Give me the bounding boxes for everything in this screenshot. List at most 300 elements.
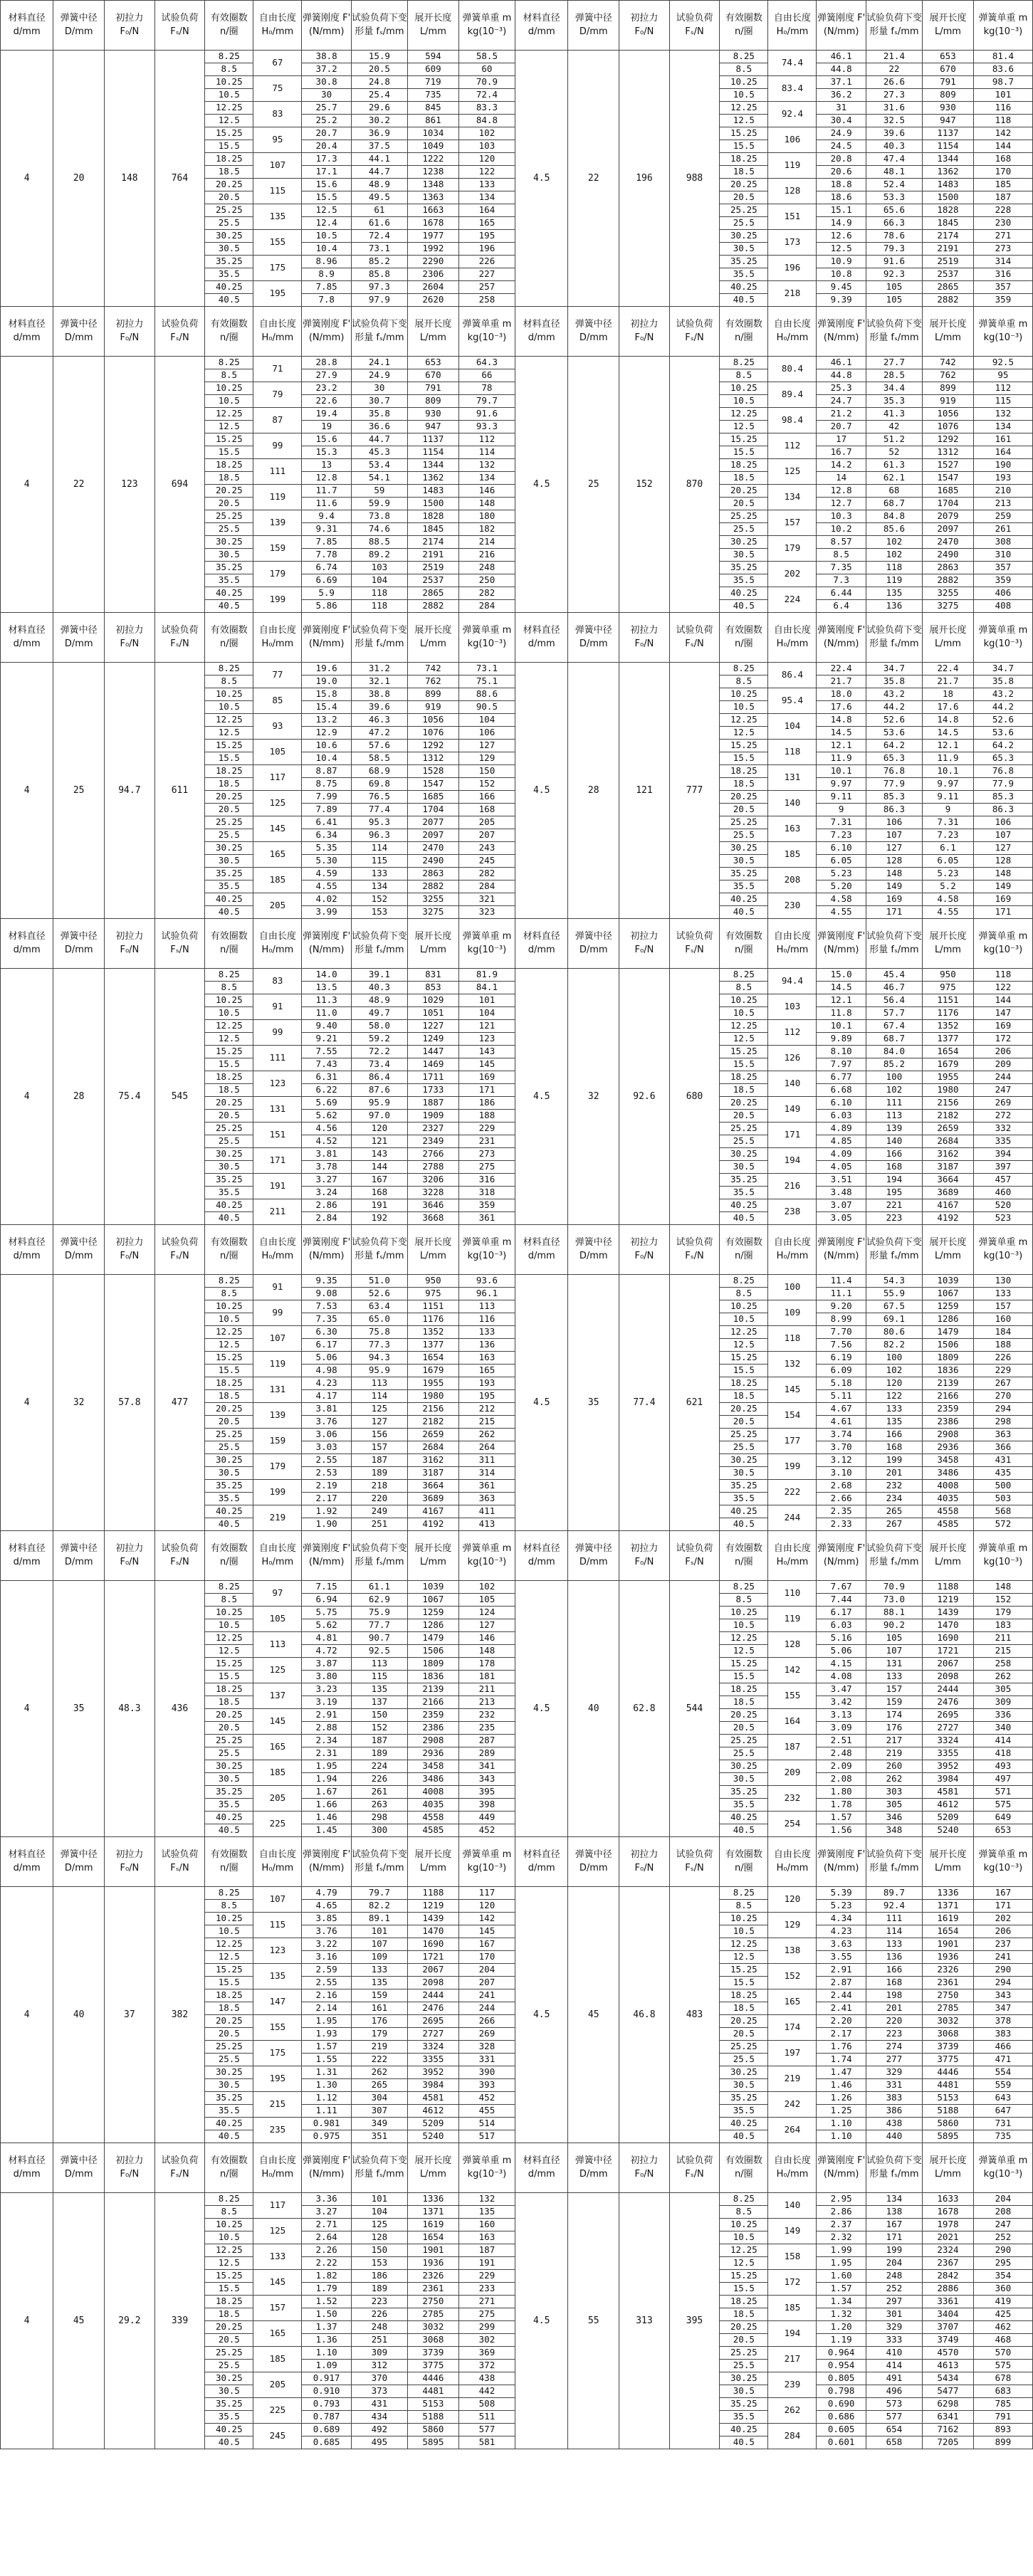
test-deflection: 125: [351, 2219, 407, 2231]
developed-length: 3458: [923, 1454, 974, 1467]
test-deflection: 118: [866, 562, 922, 574]
test-deflection: 82.2: [351, 1900, 407, 1913]
test-deflection: 133: [866, 1403, 922, 1416]
spring-rate: 4.52: [302, 1135, 351, 1148]
spring-rate: 3.76: [302, 1925, 351, 1938]
test-deflection: 186: [351, 2270, 407, 2283]
spring-rate: 1.94: [302, 1773, 351, 1786]
spring-weight: 101: [973, 89, 1032, 102]
spring-rate: 24.9: [817, 127, 866, 140]
developed-length: 2386: [923, 1416, 974, 1429]
test-load: 395: [669, 2193, 720, 2449]
test-deflection: 97.0: [351, 1110, 407, 1123]
spring-weight: 316: [458, 1174, 515, 1187]
spring-rate: 5.18: [817, 1377, 866, 1390]
spring-weight: 52.6: [973, 714, 1032, 727]
free-length: 242: [768, 2092, 817, 2118]
header-spring-rate: 弹簧刚度 F' (N/mm): [817, 307, 866, 357]
developed-length: 4585: [408, 1824, 459, 1837]
active-coils: 30.5: [720, 549, 768, 562]
spring-rate: 19: [302, 421, 351, 433]
active-coils: 30.25: [205, 230, 253, 243]
test-deflection: 26.6: [866, 76, 922, 89]
test-deflection: 67.5: [866, 1300, 922, 1313]
developed-length: 1227: [408, 1020, 459, 1033]
spring-weight: 90.5: [458, 701, 515, 714]
test-deflection: 100: [866, 1071, 922, 1084]
initial-tension: 313: [619, 2193, 670, 2449]
spring-weight: 323: [458, 906, 515, 919]
spring-rate: 20.7: [302, 127, 351, 140]
active-coils: 35.5: [720, 1799, 768, 1812]
spring-rate: 1.46: [817, 2079, 866, 2092]
test-deflection: 150: [351, 1709, 407, 1722]
spring-weight: 83.6: [973, 63, 1032, 76]
header-test-load: 试验负荷 Fₛ/N: [154, 919, 205, 969]
spring-rate: 1.12: [302, 2092, 351, 2105]
active-coils: 15.25: [720, 1658, 768, 1671]
spring-weight: 73.1: [458, 663, 515, 675]
spring-rate: 15.4: [302, 701, 351, 714]
active-coils: 40.5: [720, 1212, 768, 1225]
free-length: 171: [768, 1123, 817, 1148]
free-length: 131: [253, 1097, 302, 1123]
spring-rate: 0.798: [817, 2385, 866, 2398]
developed-length: 861: [408, 115, 459, 127]
free-length: 111: [253, 1046, 302, 1071]
active-coils: 8.5: [205, 63, 253, 76]
initial-tension: 37: [105, 1887, 155, 2143]
free-length: 115: [253, 179, 302, 204]
active-coils: 8.25: [205, 969, 253, 982]
developed-length: 6298: [923, 2398, 974, 2411]
spring-weight: 169: [973, 1020, 1032, 1033]
initial-tension: 75.4: [105, 969, 155, 1225]
mean-diameter: 32: [568, 969, 619, 1225]
developed-length: 2490: [408, 855, 459, 868]
active-coils: 40.25: [720, 893, 768, 906]
header-spring-weight: 弹簧单重 m kg(10⁻³): [973, 1837, 1032, 1887]
test-deflection: 24.1: [351, 357, 407, 369]
test-load: 436: [154, 1581, 205, 1837]
header-mean-diameter: 弹簧中径 D/mm: [568, 1837, 619, 1887]
developed-length: 5860: [408, 2424, 459, 2436]
spring-weight: 294: [973, 1977, 1032, 1989]
free-length: 238: [768, 1199, 817, 1225]
active-coils: 15.5: [720, 2283, 768, 2296]
spring-rate: 1.52: [302, 2296, 351, 2308]
active-coils: 40.5: [205, 2130, 253, 2143]
test-deflection: 135: [866, 587, 922, 600]
test-deflection: 48.9: [351, 179, 407, 191]
header-row: [1, 1225, 1033, 1275]
developed-length: 1619: [408, 2219, 459, 2231]
spring-weight: 360: [973, 2283, 1032, 2296]
spring-rate: 10.3: [817, 510, 866, 523]
active-coils: 25.5: [720, 523, 768, 536]
spring-weight: 214: [458, 536, 515, 549]
test-deflection: 434: [351, 2411, 407, 2424]
wire-diameter: 4: [1, 1275, 53, 1531]
spring-rate: 6.17: [817, 1607, 866, 1619]
spring-rate: 11.1: [817, 1288, 866, 1300]
test-deflection: 41.3: [866, 408, 922, 421]
developed-length: 2324: [923, 2244, 974, 2257]
free-length: 140: [768, 2193, 817, 2219]
spring-weight: 328: [458, 2041, 515, 2054]
spring-weight: 58.5: [458, 51, 515, 63]
header-spring-rate: 弹簧刚度 F' (N/mm): [302, 2143, 351, 2193]
test-deflection: 153: [351, 2257, 407, 2270]
spring-rate: 12.5: [817, 243, 866, 256]
header-free-length: 自由长度 H₀/mm: [768, 1837, 817, 1887]
spring-rate: 15.6: [302, 179, 351, 191]
spring-weight: 406: [973, 587, 1032, 600]
test-deflection: 103: [351, 562, 407, 574]
test-deflection: 65.3: [866, 752, 922, 765]
active-coils: 20.25: [205, 1097, 253, 1110]
developed-length: 594: [408, 51, 459, 63]
spring-weight: 83.3: [458, 102, 515, 115]
test-deflection: 262: [866, 1773, 922, 1786]
spring-weight: 168: [973, 153, 1032, 166]
developed-length: 2908: [923, 1429, 974, 1441]
active-coils: 40.5: [720, 1518, 768, 1531]
header-developed-length: 展开长度 L/mm: [408, 919, 459, 969]
developed-length: 1733: [408, 1084, 459, 1097]
developed-length: 5860: [923, 2118, 974, 2130]
developed-length: 1992: [408, 243, 459, 256]
header-active-coils: 有效圈数 n/圈: [720, 2143, 768, 2193]
developed-length: 3984: [923, 1773, 974, 1786]
spring-weight: 282: [458, 868, 515, 880]
spring-weight: 182: [458, 523, 515, 536]
spring-rate: 11.8: [817, 1007, 866, 1020]
developed-length: 2519: [408, 562, 459, 574]
spring-rate: 44.8: [817, 63, 866, 76]
developed-length: 4.58: [923, 893, 974, 906]
spring-rate: 9.40: [302, 1020, 351, 1033]
spring-weight: 149: [973, 880, 1032, 893]
spring-weight: 101: [458, 994, 515, 1007]
developed-length: 3952: [923, 1760, 974, 1773]
active-coils: 25.5: [205, 1747, 253, 1760]
spring-rate: 22.6: [302, 395, 351, 408]
test-deflection: 248: [351, 2321, 407, 2334]
test-deflection: 351: [351, 2130, 407, 2143]
active-coils: 10.5: [720, 1925, 768, 1938]
header-test-load: 试验负荷 Fₛ/N: [669, 1531, 720, 1581]
spring-rate: 1.09: [302, 2360, 351, 2372]
spring-rate: 2.31: [302, 1747, 351, 1760]
free-length: 195: [253, 2066, 302, 2092]
free-length: 119: [253, 1352, 302, 1377]
spring-weight: 129: [458, 752, 515, 765]
active-coils: 15.5: [205, 2283, 253, 2296]
developed-length: 1312: [408, 752, 459, 765]
spring-rate: 1.26: [817, 2092, 866, 2105]
header-test-deflection: 试验负荷下变形量 fₛ/mm: [866, 1531, 922, 1581]
header-test-deflection: 试验负荷下变形量 fₛ/mm: [866, 2143, 922, 2193]
developed-length: 2182: [408, 1416, 459, 1429]
header-spring-weight: 弹簧单重 m kg(10⁻³): [458, 307, 515, 357]
spring-weight: 134: [458, 191, 515, 204]
spring-rate: 6.05: [817, 855, 866, 868]
active-coils: 35.5: [720, 880, 768, 893]
header-free-length: 自由长度 H₀/mm: [768, 307, 817, 357]
active-coils: 20.25: [205, 179, 253, 191]
test-deflection: 63.4: [351, 1300, 407, 1313]
test-deflection: 267: [866, 1518, 922, 1531]
developed-length: 1678: [923, 2206, 974, 2219]
test-deflection: 51.2: [866, 433, 922, 446]
spring-weight: 168: [458, 804, 515, 816]
header-active-coils: 有效圈数 n/圈: [205, 1225, 253, 1275]
developed-length: 5188: [923, 2105, 974, 2118]
initial-tension: 46.8: [619, 1887, 670, 2143]
test-deflection: 47.2: [351, 727, 407, 740]
test-deflection: 168: [866, 1441, 922, 1454]
developed-length: 2537: [408, 574, 459, 587]
spring-weight: 113: [458, 1300, 515, 1313]
header-mean-diameter: 弹簧中径 D/mm: [568, 919, 619, 969]
spring-rate: 24.7: [817, 395, 866, 408]
test-deflection: 92.5: [351, 1645, 407, 1658]
active-coils: 35.25: [205, 2092, 253, 2105]
header-initial-tension: 初拉力 F₀/N: [105, 1, 155, 51]
free-length: 205: [253, 2372, 302, 2398]
spring-weight: 117: [458, 1887, 515, 1900]
developed-length: 2139: [408, 1683, 459, 1696]
test-deflection: 169: [866, 893, 922, 906]
developed-length: 653: [408, 357, 459, 369]
active-coils: 15.5: [205, 446, 253, 459]
spring-weight: 514: [458, 2118, 515, 2130]
developed-length: 3775: [408, 2360, 459, 2372]
free-length: 107: [253, 1887, 302, 1913]
free-length: 119: [768, 153, 817, 179]
header-spring-rate: 弹簧刚度 F' (N/mm): [302, 1225, 351, 1275]
spring-weight: 237: [973, 1938, 1032, 1951]
active-coils: 12.5: [205, 727, 253, 740]
spring-weight: 183: [973, 1619, 1032, 1632]
free-length: 147: [253, 1989, 302, 2015]
spring-weight: 34.7: [973, 663, 1032, 675]
developed-length: 2191: [408, 549, 459, 562]
free-length: 191: [253, 1174, 302, 1199]
active-coils: 40.25: [720, 1812, 768, 1824]
test-deflection: 58.0: [351, 1020, 407, 1033]
test-deflection: 56.4: [866, 994, 922, 1007]
free-length: 179: [253, 1454, 302, 1480]
spring-rate: 6.77: [817, 1071, 866, 1084]
free-length: 195: [253, 281, 302, 307]
active-coils: 25.25: [205, 1123, 253, 1135]
active-coils: 35.5: [205, 2411, 253, 2424]
active-coils: 10.25: [205, 1607, 253, 1619]
spring-weight: 341: [458, 1760, 515, 1773]
spring-weight: 98.7: [973, 76, 1032, 89]
spring-rate: 14.8: [817, 714, 866, 727]
developed-length: 1936: [408, 2257, 459, 2270]
spring-weight: 226: [458, 256, 515, 268]
header-spring-weight: 弹簧单重 m kg(10⁻³): [458, 919, 515, 969]
spring-weight: 245: [458, 855, 515, 868]
spring-weight: 132: [973, 408, 1032, 421]
active-coils: 25.5: [720, 2054, 768, 2066]
developed-length: 2470: [923, 536, 974, 549]
developed-length: 1137: [408, 433, 459, 446]
test-deflection: 251: [351, 2334, 407, 2347]
developed-length: 2470: [408, 842, 459, 855]
free-length: 245: [253, 2424, 302, 2449]
active-coils: 15.5: [720, 1671, 768, 1683]
spring-weight: 252: [973, 2231, 1032, 2244]
developed-length: 1286: [408, 1619, 459, 1632]
developed-length: 1029: [408, 994, 459, 1007]
test-deflection: 92.3: [866, 268, 922, 281]
spring-rate: 6.68: [817, 1084, 866, 1097]
free-length: 155: [768, 1683, 817, 1709]
spring-weight: 357: [973, 562, 1032, 574]
spring-weight: 185: [973, 179, 1032, 191]
free-length: 244: [768, 1505, 817, 1531]
spring-weight: 145: [458, 1058, 515, 1071]
test-deflection: 104: [351, 2206, 407, 2219]
spring-weight: 232: [458, 1709, 515, 1722]
spring-weight: 213: [458, 1696, 515, 1709]
free-length: 80.4: [768, 357, 817, 382]
spring-rate: 4.56: [302, 1123, 351, 1135]
test-deflection: 59.2: [351, 1033, 407, 1046]
active-coils: 40.25: [205, 2118, 253, 2130]
active-coils: 8.5: [720, 369, 768, 382]
header-spring-rate: 弹簧刚度 F' (N/mm): [817, 2143, 866, 2193]
developed-length: 1352: [923, 1020, 974, 1033]
header-developed-length: 展开长度 L/mm: [923, 1837, 974, 1887]
spring-rate: 2.34: [302, 1735, 351, 1747]
spring-weight: 88.6: [458, 688, 515, 701]
developed-length: 2519: [923, 256, 974, 268]
active-coils: 15.5: [205, 752, 253, 765]
active-coils: 40.5: [205, 1518, 253, 1531]
free-length: 140: [768, 791, 817, 816]
header-spring-rate: 弹簧刚度 F' (N/mm): [817, 613, 866, 663]
spring-rate: 9.11: [817, 791, 866, 804]
test-deflection: 220: [351, 1493, 407, 1505]
header-free-length: 自由长度 H₀/mm: [768, 1531, 817, 1581]
spring-rate: 17.3: [302, 153, 351, 166]
active-coils: 12.5: [720, 2257, 768, 2270]
free-length: 71: [253, 357, 302, 382]
active-coils: 18.25: [205, 1989, 253, 2002]
active-coils: 30.25: [720, 1148, 768, 1161]
developed-length: 1049: [408, 140, 459, 153]
developed-length: 3952: [408, 2066, 459, 2079]
spring-rate: 30: [302, 89, 351, 102]
header-test-load: 试验负荷 Fₛ/N: [669, 1837, 720, 1887]
free-length: 95: [253, 127, 302, 153]
active-coils: 25.5: [720, 1747, 768, 1760]
active-coils: 20.5: [205, 1110, 253, 1123]
spring-rate: 14.5: [817, 727, 866, 740]
developed-length: 1506: [408, 1645, 459, 1658]
active-coils: 18.5: [720, 1390, 768, 1403]
spring-rate: 0.805: [817, 2372, 866, 2385]
developed-length: 899: [408, 688, 459, 701]
developed-length: 2788: [408, 1161, 459, 1174]
test-deflection: 85.8: [351, 268, 407, 281]
active-coils: 12.5: [205, 1339, 253, 1352]
active-coils: 40.5: [720, 2130, 768, 2143]
active-coils: 12.25: [720, 1632, 768, 1645]
active-coils: 20.25: [720, 485, 768, 498]
free-length: 145: [253, 1709, 302, 1735]
developed-length: 1076: [923, 421, 974, 433]
active-coils: 40.5: [205, 1212, 253, 1225]
spring-rate: 7.35: [302, 1313, 351, 1326]
test-deflection: 201: [866, 2002, 922, 2015]
active-coils: 30.5: [205, 243, 253, 256]
spring-weight: 284: [458, 880, 515, 893]
test-deflection: 95.3: [351, 816, 407, 829]
test-deflection: 89.2: [351, 549, 407, 562]
active-coils: 20.5: [205, 498, 253, 510]
active-coils: 20.5: [720, 1110, 768, 1123]
developed-length: 1447: [408, 1046, 459, 1058]
header-free-length: 自由长度 H₀/mm: [253, 1, 302, 51]
active-coils: 10.25: [205, 1300, 253, 1313]
header-spring-weight: 弹簧单重 m kg(10⁻³): [458, 1837, 515, 1887]
test-deflection: 346: [866, 1812, 922, 1824]
test-deflection: 86.4: [351, 1071, 407, 1084]
developed-length: 1352: [408, 1326, 459, 1339]
spring-rate: 7.53: [302, 1300, 351, 1313]
spring-rate: 1.78: [817, 1799, 866, 1812]
test-deflection: 31.6: [866, 102, 922, 115]
developed-length: 2620: [408, 294, 459, 307]
spring-rate: 5.9: [302, 587, 351, 600]
developed-length: 6.05: [923, 855, 974, 868]
spring-weight: 267: [973, 1377, 1032, 1390]
developed-length: 1654: [408, 1352, 459, 1365]
developed-length: 653: [923, 51, 974, 63]
active-coils: 40.25: [720, 1505, 768, 1518]
spring-rate: 1.36: [302, 2334, 351, 2347]
spring-weight: 785: [973, 2398, 1032, 2411]
active-coils: 30.5: [720, 855, 768, 868]
spring-rate: 3.63: [817, 1938, 866, 1951]
developed-length: 1978: [923, 2219, 974, 2231]
header-spring-rate: 弹簧刚度 F' (N/mm): [302, 1837, 351, 1887]
spring-rate: 3.80: [302, 1671, 351, 1683]
spring-weight: 65.3: [973, 752, 1032, 765]
developed-length: 2367: [923, 2257, 974, 2270]
test-deflection: 46.7: [866, 982, 922, 994]
active-coils: 30.25: [205, 2066, 253, 2079]
spring-rate: 18.0: [817, 688, 866, 701]
test-deflection: 119: [866, 574, 922, 587]
header-spring-rate: 弹簧刚度 F' (N/mm): [302, 919, 351, 969]
spring-rate: 1.95: [302, 2015, 351, 2028]
spring-weight: 215: [973, 1645, 1032, 1658]
developed-length: 975: [408, 1288, 459, 1300]
free-length: 158: [768, 2244, 817, 2270]
test-deflection: 176: [351, 2015, 407, 2028]
test-deflection: 134: [351, 880, 407, 893]
header-mean-diameter: 弹簧中径 D/mm: [53, 1, 105, 51]
spring-rate: 5.06: [302, 1352, 351, 1365]
